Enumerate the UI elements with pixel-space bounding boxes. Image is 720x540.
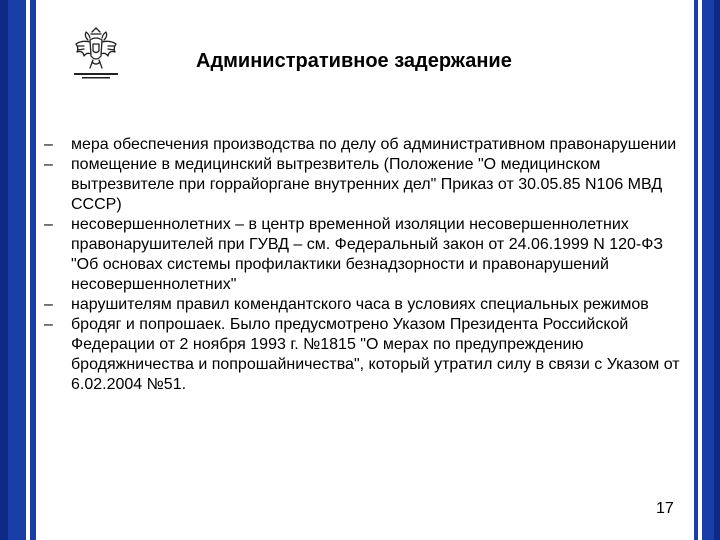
item-text: мера обеспечения производства по делу об административном правонарушении: [71, 136, 677, 153]
list-item: [44, 315, 680, 395]
right-decorative-band: [694, 0, 720, 540]
item-dash: –: [44, 156, 53, 173]
left-decorative-band: [0, 0, 36, 540]
right-band-stripe: [698, 0, 702, 540]
item-text: нарушителям правил комендантского часа в условиях специальных режимов: [71, 296, 649, 313]
item-text: бродяг и попрошаек. Было предусмотрено Указом Президента Российской Федерации от 2 ноября 1993 г. №1815 "О мерах по предупреждению бродяжничества и попрошайничества", который утратил силу в связи с Указом от 6.02.2004 №51.: [71, 316, 680, 393]
right-band-edge: [714, 0, 720, 540]
item-text: несовершеннолетних – в центр временной изоляции несовершеннолетних правонарушителей при ГУВД – см. Федеральный закон от 24.06.1999 N 120-ФЗ "Об основах системы профилактики безнадзорности и правонарушений несовершеннолетних": [71, 216, 664, 293]
item-text: помещение в медицинский вытрезвитель (Положение "О медицинском вытрезвителе при горрайоргане внутренних дел" Приказ от 30.05.85 N106 МВД СССР): [71, 156, 663, 213]
item-dash: –: [44, 296, 53, 313]
list-item: [44, 135, 680, 155]
item-dash: –: [44, 136, 53, 153]
list-item: [44, 215, 680, 295]
item-dash: –: [44, 216, 53, 233]
item-dash: –: [44, 316, 53, 333]
bullet-list: [44, 135, 680, 395]
list-item: [44, 155, 680, 215]
double-headed-eagle-emblem-icon: [70, 26, 122, 82]
left-band-stripe: [26, 0, 30, 540]
page-number: 17: [656, 500, 674, 517]
slide-title: Административное задержание: [196, 50, 512, 72]
list-item: [44, 295, 680, 315]
left-band-edge: [0, 0, 8, 540]
